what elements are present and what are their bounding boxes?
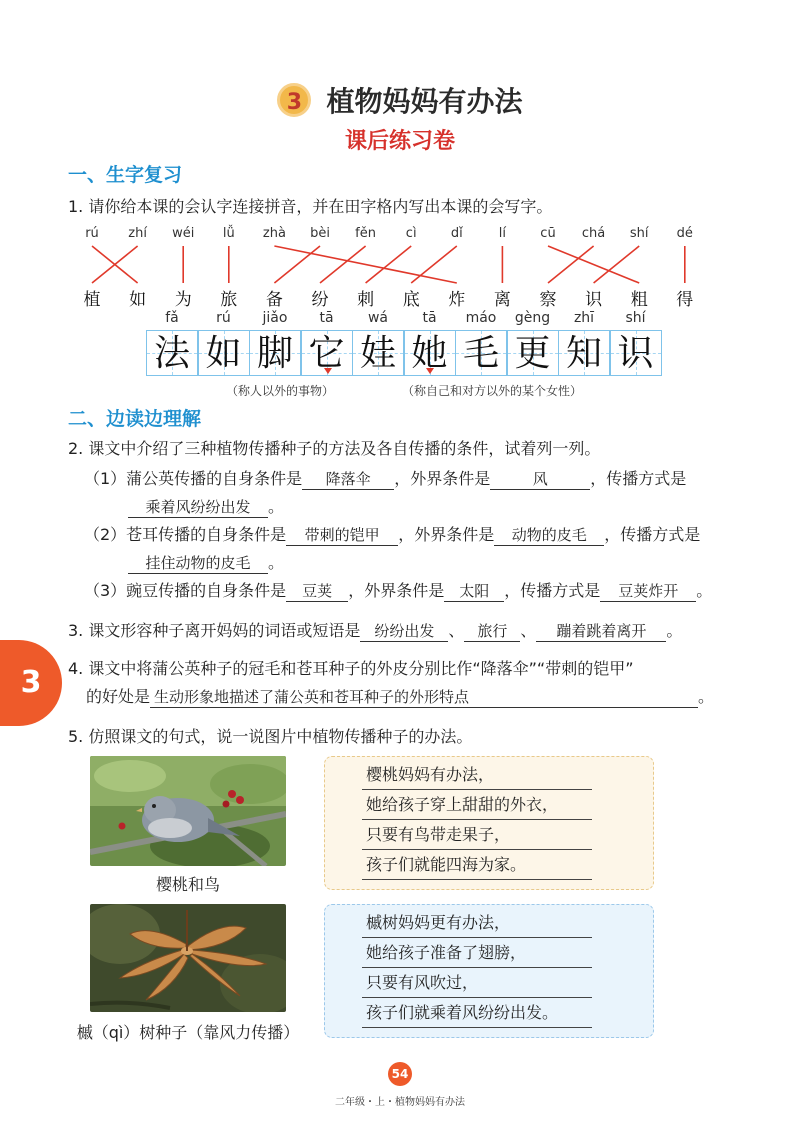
char-option[interactable]: 察	[539, 290, 557, 310]
match-line	[594, 246, 640, 283]
grid-pinyin: shí	[625, 310, 646, 326]
lesson-title: 植物妈妈有办法	[326, 85, 523, 118]
grid-char: 脚	[256, 333, 293, 374]
char-option[interactable]: 离	[493, 290, 511, 310]
grid-cell[interactable]	[249, 330, 301, 376]
page-subtitle: 课后练习卷	[344, 129, 455, 154]
match-line	[274, 246, 320, 283]
grid-char: 识	[617, 333, 654, 374]
match-line	[411, 246, 457, 283]
char-option[interactable]: 识	[585, 290, 603, 310]
char-option[interactable]: 得	[676, 290, 694, 310]
answer-dandelion-way[interactable]: 乘着风纷纷出发	[128, 496, 268, 518]
grid-pinyin: máo	[465, 310, 497, 326]
pinyin-option[interactable]: rú	[85, 226, 99, 241]
answer-pea-env[interactable]: 太阳	[444, 580, 504, 602]
char-option[interactable]: 粗	[630, 290, 648, 310]
question-3: 3. 课文形容种子离开妈妈的词语或短语是 纷纷出发 、 旅行 、 蹦着跳着离开 。	[68, 621, 683, 640]
poem-line: 她给孩子准备了翅膀，	[362, 938, 592, 968]
char-option[interactable]: 旅	[220, 290, 238, 310]
q2-item-1-line2: 乘着风纷纷出发 。	[128, 494, 284, 518]
answer-q3-2[interactable]: 旅行	[464, 620, 520, 642]
pinyin-option[interactable]: dǐ	[450, 226, 463, 241]
pinyin-option[interactable]: cì	[405, 226, 417, 241]
match-line	[548, 246, 594, 283]
grid-pinyin: zhī	[573, 310, 595, 326]
pinyin-option[interactable]: zhà	[262, 226, 286, 241]
grid-char: 更	[514, 333, 551, 374]
poem-line: 只要有鸟带走果子，	[362, 820, 592, 850]
note-ta-it: （称人以外的事物）	[226, 384, 335, 398]
lesson-number-badge: 3	[277, 83, 311, 117]
pinyin-option[interactable]: wéi	[172, 226, 195, 241]
page-footer: 二年级・上・植物妈妈有办法	[335, 1097, 465, 1108]
grid-pinyin: rú	[216, 310, 231, 326]
q2-item-3: （3）豌豆传播的自身条件是 豆荚 ，外界条件是 太阳 ，传播方式是 豆荚炸开 。	[84, 581, 713, 600]
pinyin-option[interactable]: cū	[540, 226, 556, 241]
grid-pinyin: fǎ	[165, 310, 179, 326]
question-4-line2: 的好处是 生动形象地描述了蒲公英和苍耳种子的外形特点 。	[86, 687, 715, 706]
grid-char: 她	[411, 333, 448, 374]
question-1: 1. 请你给本课的会认字连接拼音，并在田字格内写出本课的会写字。	[68, 197, 553, 216]
char-option[interactable]: 刺	[357, 290, 375, 310]
maple-seed-photo	[90, 904, 286, 1012]
answer-dandelion-self[interactable]: 降落伞	[302, 468, 394, 490]
answer-dandelion-env[interactable]: 风	[490, 468, 590, 490]
answer-pea-self[interactable]: 豆荚	[286, 580, 348, 602]
pinyin-option[interactable]: lǚ	[222, 226, 235, 241]
pinyin-option[interactable]: dé	[676, 226, 693, 241]
answer-q3-1[interactable]: 纷纷出发	[360, 620, 448, 642]
poem-line: 她给孩子穿上甜甜的外衣，	[362, 790, 592, 820]
poem-line: 只要有风吹过，	[362, 968, 592, 998]
grid-cell[interactable]	[610, 330, 662, 376]
q2-item-1-line1: （1）蒲公英传播的自身条件是 降落伞 ，外界条件是 风 ，传播方式是	[84, 469, 687, 488]
grid-char: 毛	[462, 333, 499, 374]
section1-heading: 一、生字复习	[68, 164, 183, 186]
grid-cell[interactable]	[558, 330, 610, 376]
grid-pinyin: gèng	[514, 310, 551, 326]
question-5: 5. 仿照课文的句式，说一说图片中植物传播种子的办法。	[68, 727, 473, 746]
poem-maple	[362, 908, 592, 1028]
cherry-bird-photo	[90, 756, 286, 866]
grid-char: 法	[153, 333, 190, 374]
grid-char: 娃	[359, 333, 396, 374]
char-option[interactable]: 如	[129, 290, 147, 310]
answer-cocklebur-way[interactable]: 挂住动物的皮毛	[128, 552, 268, 574]
caption-cherry-bird: 樱桃和鸟	[155, 875, 220, 894]
q2-item-2-line1: （2）苍耳传播的自身条件是 带刺的铠甲 ，外界条件是 动物的皮毛 ，传播方式是	[84, 525, 701, 544]
char-option[interactable]: 备	[265, 290, 283, 310]
answer-pea-way[interactable]: 豆荚炸开	[600, 580, 696, 602]
answer-q4[interactable]: 生动形象地描述了蒲公英和苍耳种子的外形特点	[150, 686, 698, 708]
caption-maple-seed: 槭（qì）树种子（靠风力传播）	[76, 1023, 300, 1042]
question-4-line1: 4. 课文中将蒲公英种子的冠毛和苍耳种子的外皮分别比作“降落伞”“带刺的铠甲”	[68, 659, 634, 678]
answer-cocklebur-self[interactable]: 带刺的铠甲	[286, 524, 398, 546]
pinyin-option[interactable]: shí	[629, 226, 649, 241]
note-ta-she: （称自己和对方以外的某个女性）	[402, 384, 583, 398]
match-line	[320, 246, 366, 283]
char-option[interactable]: 炸	[448, 290, 466, 310]
char-option[interactable]: 底	[402, 290, 420, 310]
match-line	[274, 246, 456, 283]
grid-pinyin: tā	[422, 310, 437, 326]
match-line	[366, 246, 412, 283]
chapter-side-tab: 3	[0, 640, 62, 726]
answer-cocklebur-env[interactable]: 动物的皮毛	[494, 524, 604, 546]
grid-cell[interactable]	[146, 330, 198, 376]
answer-q3-3[interactable]: 蹦着跳着离开	[536, 620, 666, 642]
grid-pinyin: jiǎo	[262, 310, 288, 326]
pinyin-option[interactable]: zhí	[128, 226, 147, 241]
poem-line: 槭树妈妈更有办法，	[362, 908, 592, 938]
pinyin-option[interactable]: bèi	[310, 226, 330, 241]
page-number: 54	[388, 1062, 412, 1086]
poem-cherry	[362, 760, 592, 880]
grid-cell[interactable]	[507, 330, 559, 376]
grid-char: 如	[205, 333, 242, 374]
grid-pinyin: wá	[367, 310, 389, 326]
grid-cell[interactable]	[352, 330, 404, 376]
pinyin-option[interactable]: fěn	[355, 226, 376, 241]
section2-heading: 二、边读边理解	[68, 408, 202, 430]
grid-char: 知	[565, 333, 602, 374]
q2-item-2-line2: 挂住动物的皮毛 。	[128, 550, 284, 574]
question-2: 2. 课文中介绍了三种植物传播种子的方法及各自传播的条件，试着列一列。	[68, 439, 601, 458]
grid-cell[interactable]	[198, 330, 250, 376]
poem-line: 孩子们就乘着风纷纷出发。	[362, 998, 592, 1028]
grid-cell[interactable]	[404, 330, 456, 376]
match-line	[548, 246, 639, 283]
poem-line: 樱桃妈妈有办法，	[362, 760, 592, 790]
grid-pinyin: tā	[319, 310, 334, 326]
pinyin-option[interactable]: lí	[498, 226, 506, 241]
grid-char: 它	[308, 333, 345, 374]
poem-line: 孩子们就能四海为家。	[362, 850, 592, 880]
pinyin-option[interactable]: chá	[581, 226, 606, 241]
grid-cell[interactable]	[455, 330, 507, 376]
matching-lines	[0, 0, 800, 300]
char-option[interactable]: 植	[83, 290, 101, 310]
char-option[interactable]: 为	[174, 290, 192, 310]
grid-cell[interactable]	[301, 330, 353, 376]
char-option[interactable]: 纷	[311, 290, 329, 310]
